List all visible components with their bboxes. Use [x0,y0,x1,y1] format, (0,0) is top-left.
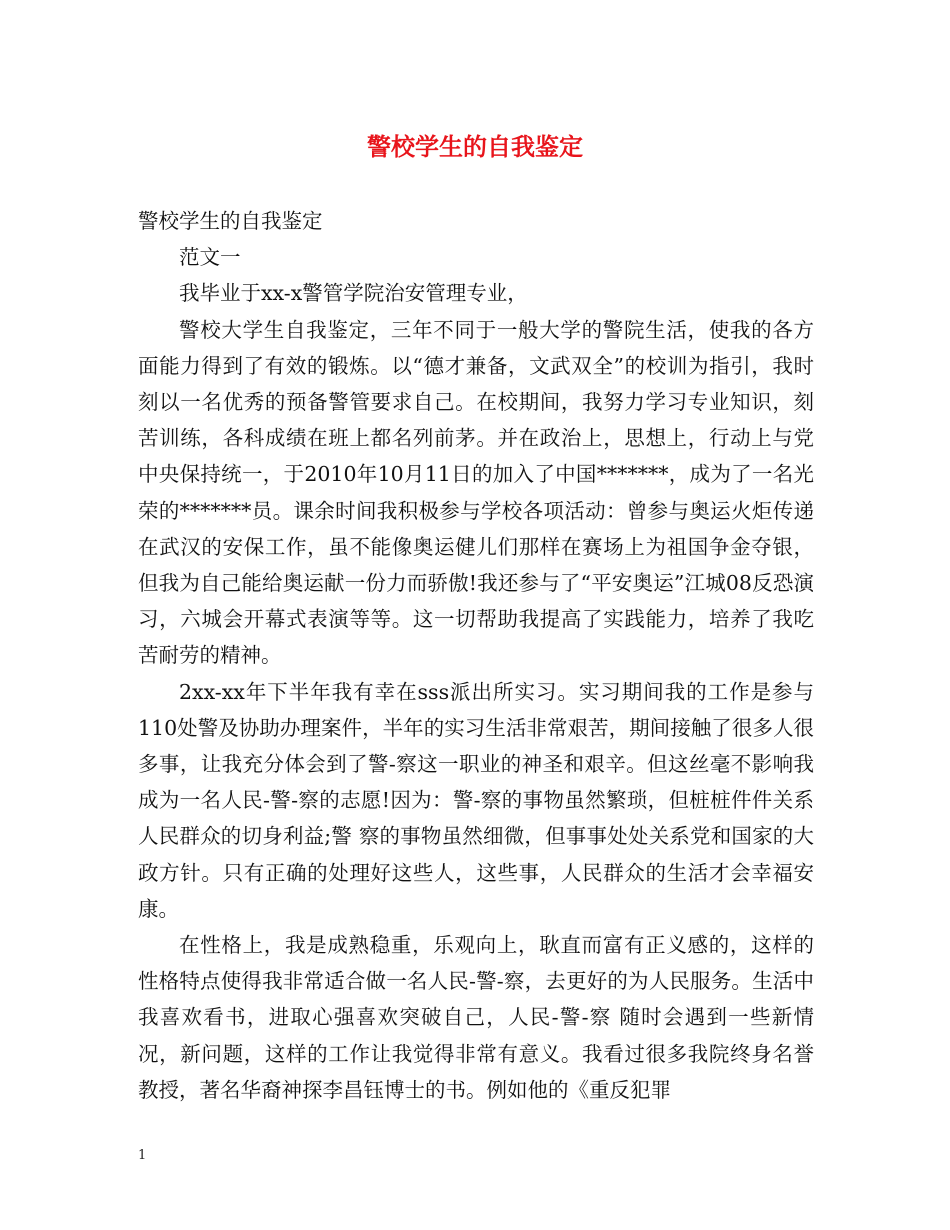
document-body [138,203,814,1108]
document-title: 警校学生的自我鉴定 [367,132,583,161]
page-number: 1 [138,1148,147,1163]
paragraph-heading: 警校学生的自我鉴定 [138,209,323,233]
paragraph-personality: 在性格上，我是成熟稳重，乐观向上，耿直而富有正义感的，这样的性格特点使得我非常适合做一名人民-警-察，去更好的为人民服务。生活中我喜欢看书，进取心强喜欢突破自己，人民-警-察 随时会遇到一些新情况，新问题，这样的工作让我觉得非常有意义。我看过很多我院终身名誉教授，著名华裔神探李昌钰博士的书。例如他的《重反犯罪 [138,933,814,1102]
paragraph-graduation: 我毕业于xx-x警管学院治安管理专业， [179,281,528,306]
paragraph-sample-label: 范文一 [179,245,241,270]
paragraph-school-life: 警校大学生自我鉴定，三年不同于一般大学的警院生活，使我的各方面能力得到了有效的锻炼。以“德才兼备，文武双全”的校训为指引，我时刻以一名优秀的预备警管要求自己。在校期间，我努力学习专业知识，刻苦训练，各科成绩在班上都名列前茅。并在政治上，思想上，行动上与党中央保持统一，于2010年10月11日的加入了中国*******，成为了一名光荣的*******员。课余时间我积极参与学校各项活动：曾参与奥运火炬传递在武汉的安保工作，虽不能像奥运健儿们那样在赛场上为祖国争金夺银，但我为自己能给奥运献一份力而骄傲!我还参与了“平安奥运”江城08反恐演习，六城会开幕式表演等等。这一切帮助我提高了实践能力，培养了我吃苦耐劳的精神。 [138,317,814,668]
paragraph-internship: 2xx-xx年下半年我有幸在sss派出所实习。实习期间我的工作是参与110处警及协助办理案件，半年的实习生活非常艰苦，期间接触了很多人很多事，让我充分体会到了警-察这一职业的神圣和艰辛。但这丝毫不影响我成为一名人民-警-察的志愿!因为：警-察的事物虽然繁琐，但桩桩件件关系人民群众的切身利益;警 察的事物虽然细微，但事事处处关系党和国家的大政方针。只有正确的处理好这些人，这些事，人民群众的生活才会幸福安康。 [138,679,814,921]
